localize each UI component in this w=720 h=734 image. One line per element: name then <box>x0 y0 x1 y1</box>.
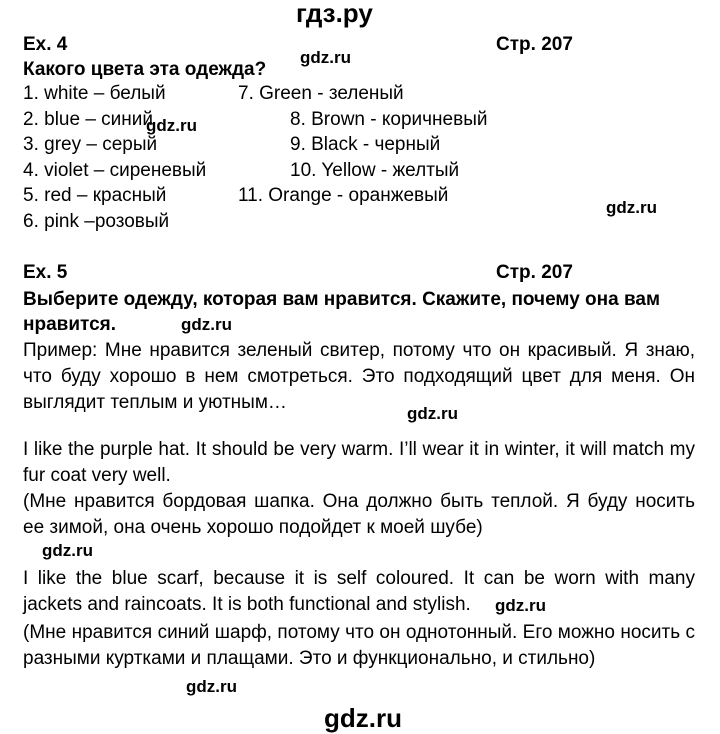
ex5-label: Ex. 5 <box>23 262 68 283</box>
watermark: gdz.ru <box>407 404 458 423</box>
answer2-russian: (Мне нравится синий шарф, потому что он однотонный. Его можно носить с разными куртками и плащами. Это и функционально, и стильно) <box>23 622 695 669</box>
watermark: gdz.ru <box>606 198 657 217</box>
watermark: gdz.ru <box>495 596 546 615</box>
color-item-10: 10. Yellow - желтый <box>290 160 460 181</box>
footer-site: gdz.ru <box>324 703 402 733</box>
watermark: gdz.ru <box>181 315 232 334</box>
color-item-9: 9. Black - черный <box>290 134 441 155</box>
watermark: gdz.ru <box>186 677 237 696</box>
ex4-page: Стр. 207 <box>496 34 573 55</box>
ex4-label: Ex. 4 <box>23 34 68 55</box>
example-paragraph: Пример: Мне нравится зеленый свитер, потому что он красивый. Я знаю, что буду хорошо в нем смотреться. Это подходящий цвет для меня. Он выглядит теплым и уютным… <box>23 340 695 413</box>
answer1-english: I like the purple hat. It should be very warm. I’ll wear it in winter, it will match my fur coat very well. <box>23 439 695 486</box>
ex5-page: Стр. 207 <box>496 262 573 283</box>
ex5-instruction: Выберите одежду, которая вам нравится. Скажите, почему она вам <box>23 289 661 310</box>
color-item-8: 8. Brown - коричневый <box>290 109 488 130</box>
color-item-2: 2. blue – синий <box>23 109 154 130</box>
color-item-5: 5. red – красный <box>23 185 167 206</box>
ex4-question: Какого цвета эта одежда? <box>23 59 267 80</box>
color-item-11: 11. Orange - оранжевый <box>238 185 449 206</box>
answer1-russian: (Мне нравится бордовая шапка. Она должно быть теплой. Я буду носить ее зимой, она очень хорошо подойдет к моей шубе) <box>23 491 695 538</box>
color-item-1: 1. white – белый <box>23 83 166 104</box>
color-item-4: 4. violet – сиреневый <box>23 160 207 181</box>
ex5-instruction-end: нравится. <box>23 314 116 335</box>
site-title: гдз.ру <box>296 0 373 28</box>
color-item-7: 7. Green - зеленый <box>238 83 404 104</box>
watermark: gdz.ru <box>146 116 197 135</box>
watermark: gdz.ru <box>42 541 93 560</box>
color-item-3: 3. grey – серый <box>23 134 158 155</box>
color-item-6: 6. pink –розовый <box>23 211 170 232</box>
watermark: gdz.ru <box>300 48 351 67</box>
answer2-english: I like the blue scarf, because it is self coloured. It can be worn with many jackets and raincoats. It is both functional and stylish. <box>23 568 695 615</box>
